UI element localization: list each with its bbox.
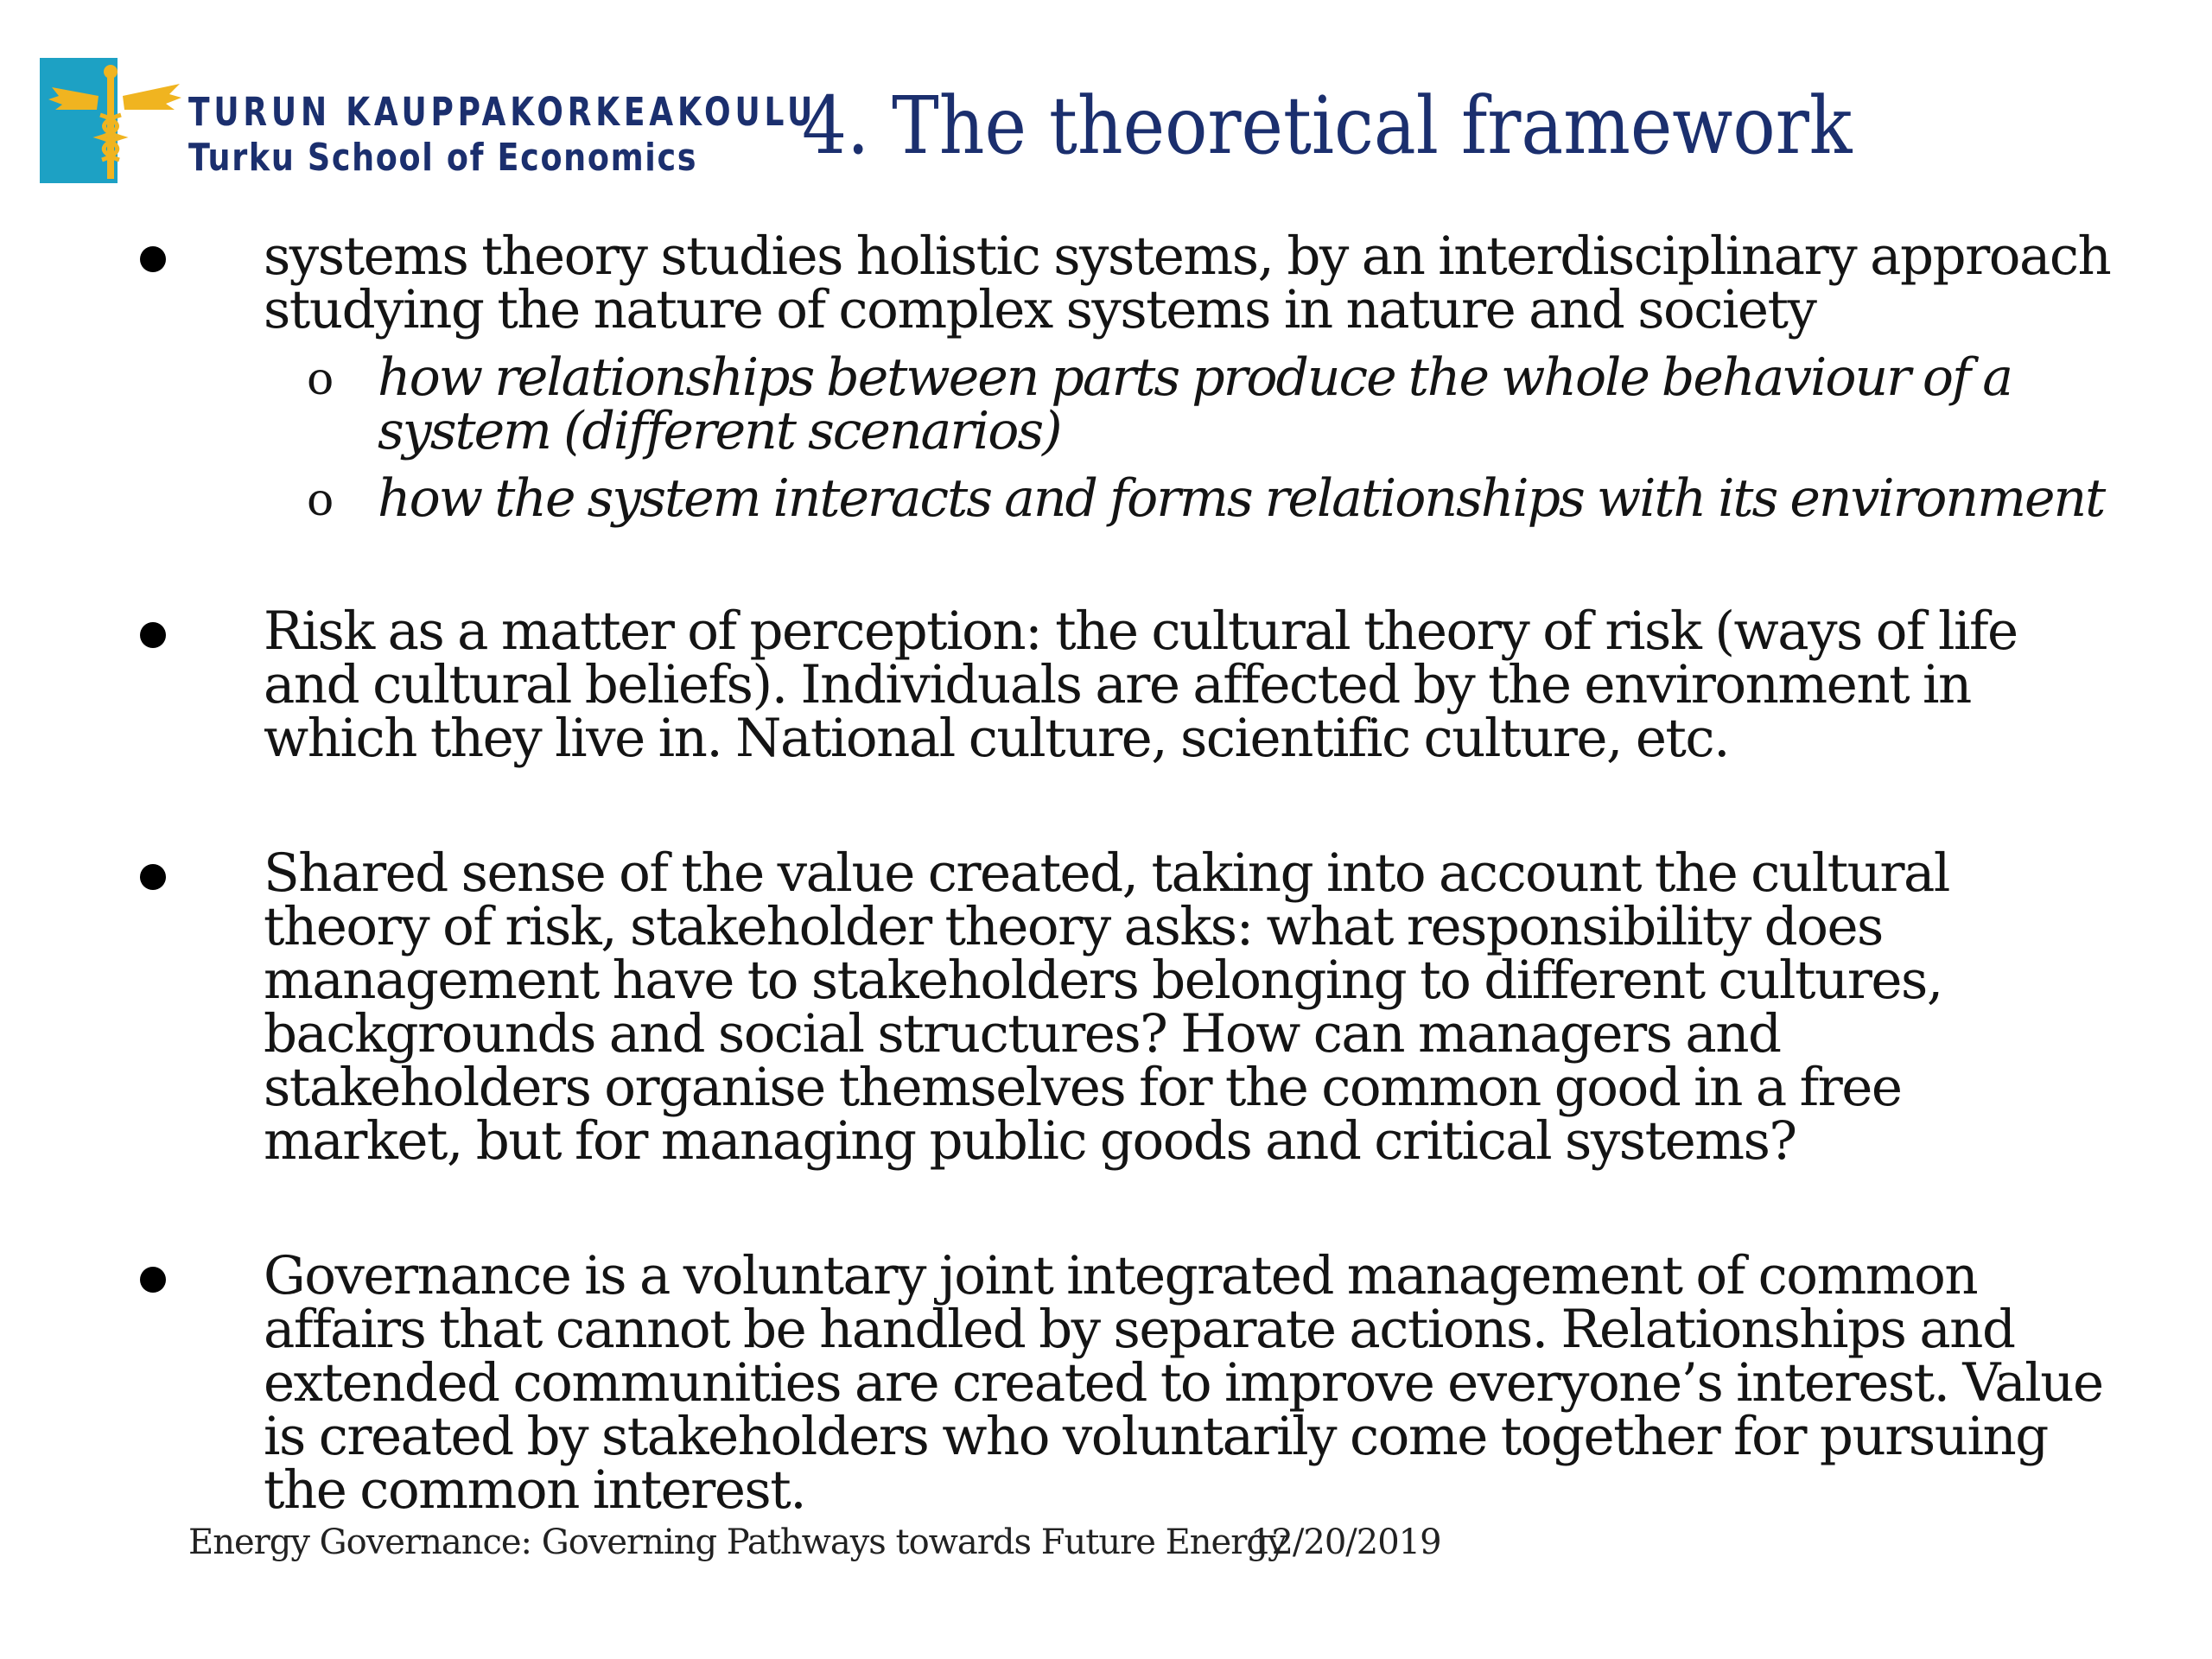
org-name-finnish: TURUN KAUPPAKORKEAKOULU (188, 89, 817, 135)
footer-date: 12/20/2019 (1250, 1522, 1441, 1562)
bullet-text-risk-perception: Risk as a matter of perception: the cultural theory of risk (ways of life and cultural beliefs). Individuals are affected by the environment in which they live in. National culture, scientific culture, etc. (264, 601, 2018, 769)
caduceus-icon (40, 58, 182, 183)
org-name-english: Turku School of Economics (188, 136, 698, 180)
bullet-text-governance: Governance is a voluntary joint integrated management of common affairs that cannot be handled by separate actions. Relationships and extended communities are created to improve everyone’s interest. Value is created by stakeholders who voluntarily come together for pursuing the common interest. (264, 1245, 2103, 1521)
sub-bullet-marker: o (307, 353, 334, 405)
slide-title: 4. The theoretical framework (802, 79, 1853, 172)
bullet-dot (140, 864, 166, 890)
sub-bullet-text-environment: how the system interacts and forms relationships with its environment (378, 468, 2105, 529)
bullet-text-stakeholder-theory: Shared sense of the value created, taking into account the cultural theory of risk, stakeholder theory asks: what responsibility does management have to stakeholders belonging to different cultures, backgrounds and social structures? How can managers and stakeholders organise themselves for the common good in a free market, but for managing public goods and critical systems? (264, 842, 1949, 1172)
bullet-dot (140, 622, 166, 648)
sub-bullet-text-relationships: how relationships between parts produce the whole behaviour of a system (different scenarios) (378, 347, 2012, 461)
sub-bullet-marker: o (307, 474, 334, 526)
bullet-dot (140, 246, 166, 272)
footer-title: Energy Governance: Governing Pathways towards Future Energy (188, 1522, 1287, 1562)
bullet-dot (140, 1267, 166, 1293)
bullet-text-systems-theory: systems theory studies holistic systems, by an interdisciplinary approach studying the nature of complex systems in nature and society (264, 226, 2111, 340)
